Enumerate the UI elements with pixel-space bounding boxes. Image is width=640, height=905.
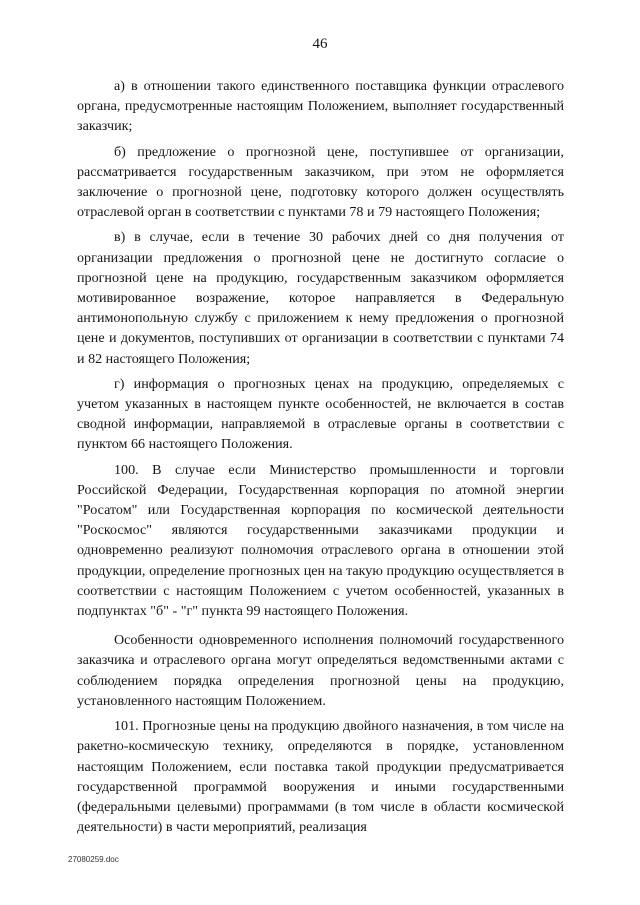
paragraph-100-continued: Особенности одновременного исполнения полномочий государственного заказчика и отраслевого органа могут определяться ведомственными актами с соблюдением порядка определения прогнозной цены на продукцию, установленного настоящим Положением. — [77, 632, 564, 709]
paragraph-99-g: г) информация о прогнозных ценах на продукцию, определяемых с учетом указанных в настоящем пункте особенностей, не включается в состав сводной информации, направляемой в отраслевые органы в соответствии с пунктом 66 настоящего Положения. — [77, 375, 564, 453]
paragraph-99-b: б) предложение о прогнозной цене, поступившее от организации, рассматривается государственным заказчиком, при этом не оформляется заключение о прогнозной цене, подготовку которого должен осуществлять отраслевой орган в соответствии с пунктами 78 и 79 настоящего Положения; — [77, 143, 564, 221]
document-file-code: 27080259.doc — [68, 855, 119, 864]
paragraph-100: 100. В случае если Министерство промышленности и торговли Российской Федерации, Государственная корпорация по атомной энергии "Росатом" или Государственная корпорация по космической деятельности "Роскосмос" являются государственными заказчиками продукции и одновременно реализуют полномочия отраслевого органа в отношении этой продукции, определение прогнозных цен на такую продукцию осуществляется в соответствии с настоящим Положением с учетом особенностей, указанных в подпунктах "б" - "г" пункта 99 настоящего Положения. — [77, 461, 564, 620]
paragraph-101: 101. Прогнозные цены на продукцию двойного назначения, в том числе на ракетно-космическую технику, определяются в порядке, установленном настоящим Положением, если поставка такой продукции предусматривается государственной программой вооружения и иными государственными (федеральными целевыми) программами (в том числе в области космической деятельности) в части мероприятий, реализация — [77, 718, 564, 836]
paragraph-99-a: а) в отношении такого единственного поставщика функции отраслевого органа, предусмотренные настоящим Положением, выполняет государственный заказчик; — [77, 78, 564, 135]
page-number: 46 — [312, 36, 328, 52]
document-body — [77, 76, 564, 837]
paragraph-99-v: в) в случае, если в течение 30 рабочих дней со дня получения от организации предложения о прогнозной цене не достигнуто согласие о прогнозной цене на продукцию, государственным заказчиком оформляется мотивированное возражение, которое направляется в Федеральную антимонопольную службу с приложением к нему предложения о прогнозной цене и документов, поступивших от организации в соответствии с пунктами 74 и 82 настоящего Положения; — [77, 229, 564, 367]
